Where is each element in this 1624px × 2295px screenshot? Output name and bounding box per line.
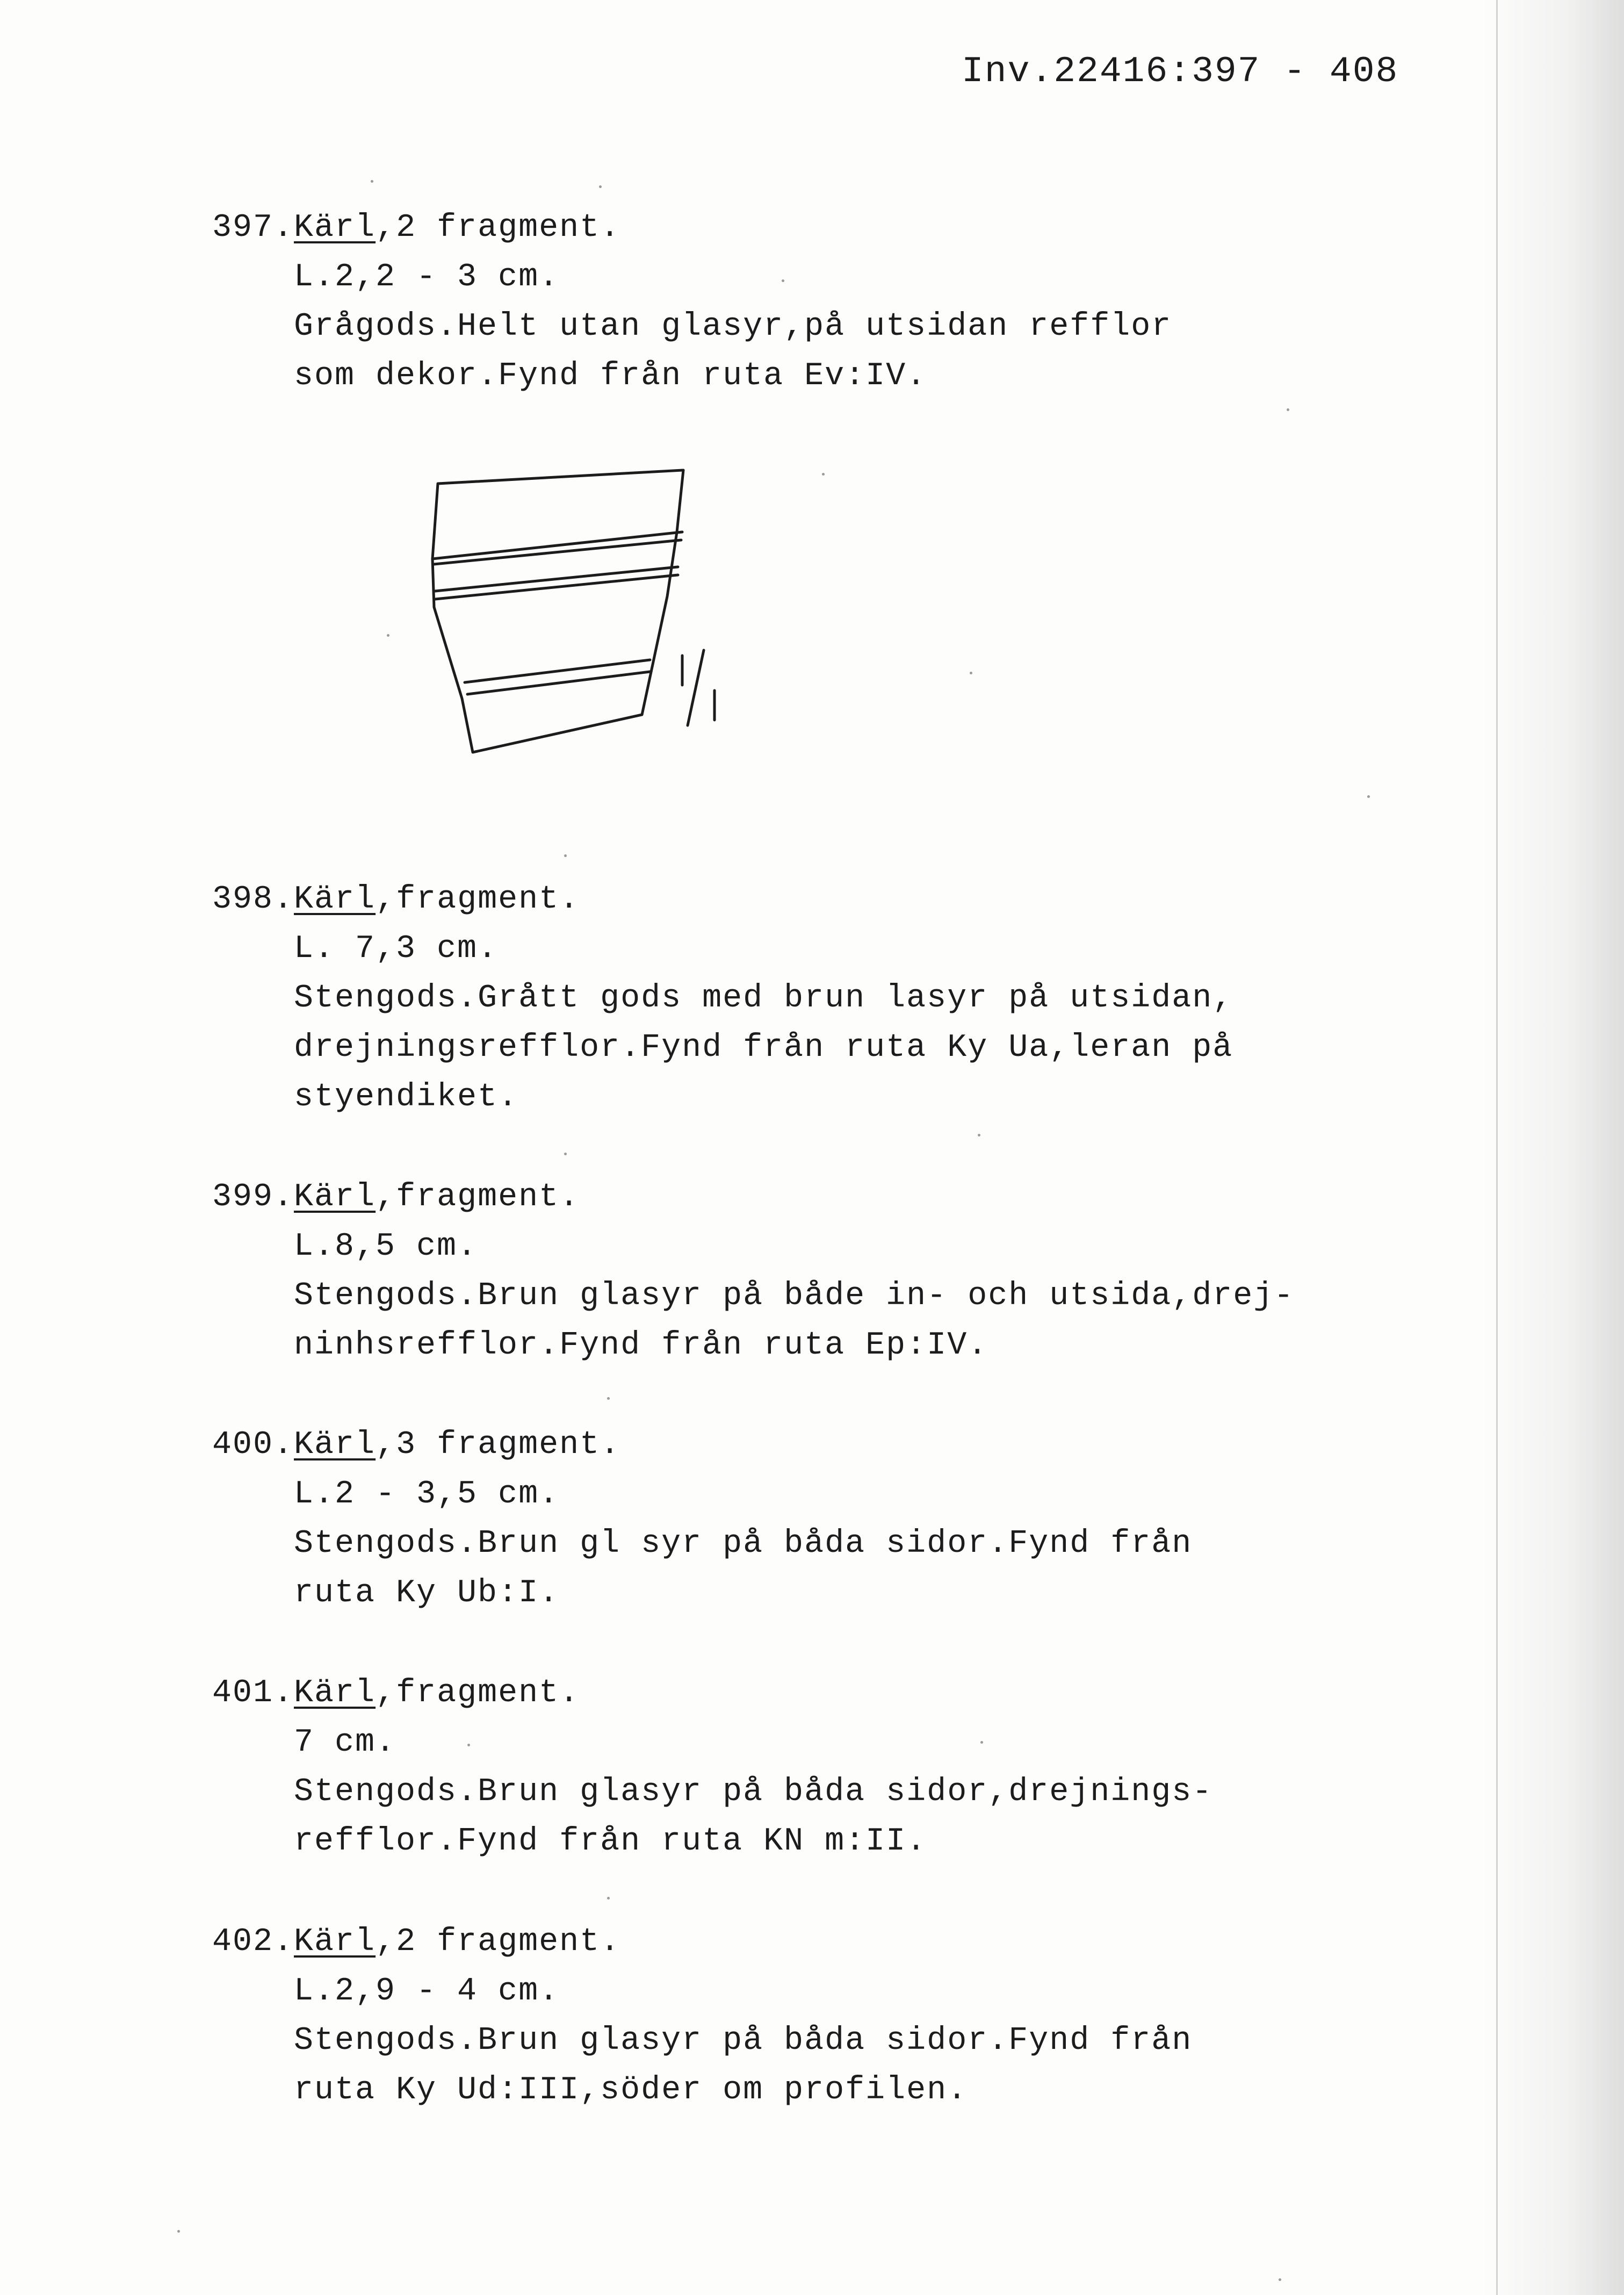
entry-title-rest: ,fragment. — [376, 1675, 580, 1711]
entry-title-rest: ,3 fragment. — [376, 1427, 621, 1463]
inventory-header: Inv.22416:397 - 408 — [962, 51, 1399, 92]
entry-line: L. 7,3 cm. — [294, 931, 499, 967]
scan-speck — [1367, 795, 1370, 798]
entry-number: 400. — [212, 1427, 294, 1463]
scan-speck — [970, 672, 972, 674]
entry-line: Grågods.Helt utan glasyr,på utsidan refflor — [294, 308, 1172, 345]
entry-line: refflor.Fynd från ruta KN m:II. — [294, 1823, 927, 1860]
entry-line: L.2,9 - 4 cm. — [294, 1973, 560, 2010]
scan-speck — [607, 1397, 610, 1400]
entry-line: Stengods.Brun gl syr på båda sidor.Fynd från — [294, 1526, 1193, 1562]
entry-line: ninhsrefflor.Fynd från ruta Ep:IV. — [294, 1327, 988, 1364]
entry-title-line — [212, 203, 1287, 253]
entry-title-line — [212, 1420, 1287, 1470]
entry-line: 7 cm. — [294, 1724, 396, 1761]
entry-number: 397. — [212, 210, 294, 246]
entry-line: som dekor.Fynd från ruta Ev:IV. — [294, 358, 927, 394]
entry-line: ruta Ky Ud:III,söder om profilen. — [294, 2072, 968, 2109]
entry-number: 402. — [212, 1924, 294, 1960]
entry-line: L.2 - 3,5 cm. — [294, 1476, 560, 1513]
entry-title-line — [212, 1668, 1287, 1718]
entry-number: 399. — [212, 1179, 294, 1215]
entry-title: Kärl — [294, 881, 376, 918]
scan-speck — [467, 1744, 470, 1746]
entry-line: L.2,2 - 3 cm. — [294, 259, 560, 296]
scale-mark-1-1 — [674, 645, 723, 731]
scan-speck — [822, 473, 825, 476]
entry-line: ruta Ky Ub:I. — [294, 1575, 560, 1611]
entry-number: 398. — [212, 881, 294, 918]
scan-speck — [1287, 408, 1289, 411]
catalog-entry-401 — [212, 1668, 1287, 1866]
scan-speck — [1279, 2278, 1281, 2281]
entry-title: Kärl — [294, 1427, 376, 1463]
entry-title-line — [212, 1172, 1287, 1222]
scan-speck — [980, 1741, 983, 1744]
entry-title: Kärl — [294, 210, 376, 246]
entry-title: Kärl — [294, 1675, 376, 1711]
scan-speck — [782, 279, 784, 282]
page-edge-line — [1496, 0, 1498, 2295]
entry-line: drejningsrefflor.Fynd från ruta Ky Ua,leran på — [294, 1030, 1233, 1066]
entry-title-line — [212, 1917, 1287, 1967]
catalog-entry-398 — [212, 875, 1287, 1122]
entry-title-rest: ,2 fragment. — [376, 1924, 621, 1960]
scan-speck — [387, 634, 389, 637]
scan-speck — [599, 185, 602, 188]
entry-title-rest: ,fragment. — [376, 881, 580, 918]
entry-line: Stengods.Brun glasyr på båda sidor.Fynd från — [294, 2023, 1193, 2059]
entry-line: styendiket. — [294, 1079, 519, 1116]
scan-speck — [177, 2230, 180, 2233]
catalog-entry-402 — [212, 1917, 1287, 2115]
entry-title: Kärl — [294, 1924, 376, 1960]
scan-speck — [607, 1897, 610, 1900]
page-edge-shadow — [1483, 0, 1624, 2295]
scan-speck — [371, 180, 373, 183]
entry-line: Stengods.Grått gods med brun lasyr på utsidan, — [294, 980, 1233, 1017]
entry-line: L.8,5 cm. — [294, 1228, 478, 1265]
entry-line: Stengods.Brun glasyr på både in- och utsida,drej- — [294, 1278, 1295, 1314]
entry-title-rest: ,fragment. — [376, 1179, 580, 1215]
catalog-entry-400 — [212, 1420, 1287, 1618]
catalog-entry-399 — [212, 1172, 1295, 1370]
scan-speck — [564, 1153, 567, 1155]
catalog-entry-397 — [212, 203, 1287, 401]
entry-title: Kärl — [294, 1179, 376, 1215]
entry-title-line — [212, 875, 1287, 924]
entry-title-rest: ,2 fragment. — [376, 210, 621, 246]
entry-line: Stengods.Brun glasyr på båda sidor,drejnings- — [294, 1774, 1213, 1810]
entry-number: 401. — [212, 1675, 294, 1711]
scan-speck — [564, 854, 567, 857]
scan-speck — [978, 1134, 980, 1136]
